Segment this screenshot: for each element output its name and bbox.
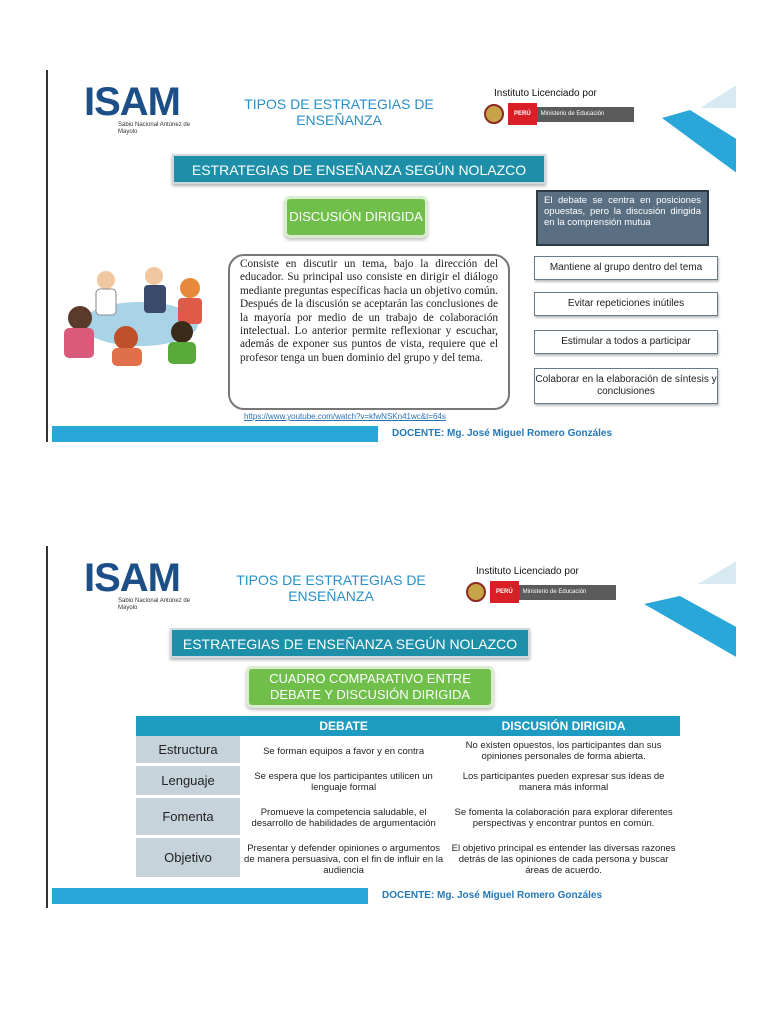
docente-label: DOCENTE: Mg. José Miguel Romero Gonzáles <box>382 890 603 901</box>
isam-logo: ISAM Sabio Nacional Antúnez de Mayolo <box>84 80 191 135</box>
isam-logo: ISAM Sabio Nacional Antúnez de Mayolo <box>84 556 191 611</box>
row-label: Lenguaje <box>136 766 240 798</box>
slide-discusion-dirigida <box>46 70 736 442</box>
slide-title: TIPOS DE ESTRATEGIAS DE ENSEÑANZA <box>244 96 434 128</box>
description-box: Consiste en discutir un tema, bajo la dirección del educador. Su principal uso consiste en dirigir el diálogo mediante preguntas específicas hacia un objetivo común. Después de la discusión se aceptarán las conclusiones de la mayoría por medio de un trabajo de colaboración intelectual. Lo anterior permite reflexionar y escuchar, además de exponer sus puntos de vista, requiere que el profesor tenga un buen dominio del grupo y del tema. <box>228 254 510 410</box>
topic-box: CUADRO COMPARATIVO ENTRE DEBATE Y DISCUSIÓN DIRIGIDA <box>246 666 494 708</box>
table-cell: Se espera que los participantes utilicen un lenguaje formal <box>254 771 433 793</box>
footer-bar <box>52 888 368 904</box>
comparison-table <box>136 716 680 880</box>
table-row <box>136 798 680 838</box>
feature-item: Evitar repeticiones inútiles <box>534 292 718 316</box>
decorative-stripes-icon <box>638 554 736 664</box>
institute-license: Instituto Licenciado por PERÚ Ministerio de Educación <box>484 88 634 125</box>
slide-title: TIPOS DE ESTRATEGIAS DE ENSEÑANZA <box>236 572 426 604</box>
institute-license: Instituto Licenciado por PERÚ Ministerio de Educación <box>466 566 616 603</box>
table-cell: Se fomenta la colaboración para explorar diferentes perspectivas y encontrar puntos en común. <box>454 807 673 829</box>
table-cell: Promueve la competencia saludable, el desarrollo de habilidades de argumentación <box>251 807 436 829</box>
section-banner: ESTRATEGIAS DE ENSEÑANZA SEGÚN NOLAZCO <box>172 154 546 184</box>
video-link[interactable]: https://www.youtube.com/watch?v=kfwNSKn41wc&t=64s <box>244 412 446 421</box>
docente-label: DOCENTE: Mg. José Miguel Romero Gonzáles <box>392 428 613 439</box>
feature-item: Mantiene al grupo dentro del tema <box>534 256 718 280</box>
table-cell: El objetivo principal es entender las diversas razones detrás de las opiniones de cada persona y buscar áreas de acuerdo. <box>451 842 676 876</box>
section-banner: ESTRATEGIAS DE ENSEÑANZA SEGÚN NOLAZCO <box>170 628 530 658</box>
row-label: Estructura <box>136 736 240 766</box>
table-cell: Se forman equipos a favor y en contra <box>263 745 425 757</box>
row-label: Objetivo <box>136 838 240 880</box>
slide-cuadro-comparativo <box>46 546 736 908</box>
peru-shield-icon <box>484 104 504 124</box>
feature-item: Estimular a todos a participar <box>534 330 718 354</box>
column-header-discusion: DISCUSIÓN DIRIGIDA <box>447 716 680 736</box>
peru-shield-icon <box>466 582 486 602</box>
table-row <box>136 838 680 880</box>
table-row <box>136 736 680 766</box>
table-row <box>136 766 680 798</box>
table-cell: Los participantes pueden expresar sus ideas de manera más informal <box>462 771 665 793</box>
feature-item: Colaborar en la elaboración de síntesis y conclusiones <box>534 368 718 404</box>
row-label: Fomenta <box>136 798 240 838</box>
topic-box: DISCUSIÓN DIRIGIDA <box>284 196 428 238</box>
table-corner <box>136 716 240 736</box>
debate-note-box: El debate se centra en posiciones opuestas, pero la discusión dirigida en la comprensión mutua <box>536 190 709 246</box>
footer-bar <box>52 426 378 442</box>
decorative-stripes-icon <box>648 70 736 180</box>
table-cell: No existen opuestos, los participantes dan sus opiniones personales de forma abierta. <box>465 740 662 762</box>
group-discussion-illustration-icon <box>54 258 216 366</box>
table-cell: Presentar y defender opiniones o argumentos de manera persuasiva, con el fin de influir en la audiencia <box>244 842 444 876</box>
column-header-debate: DEBATE <box>240 716 447 736</box>
